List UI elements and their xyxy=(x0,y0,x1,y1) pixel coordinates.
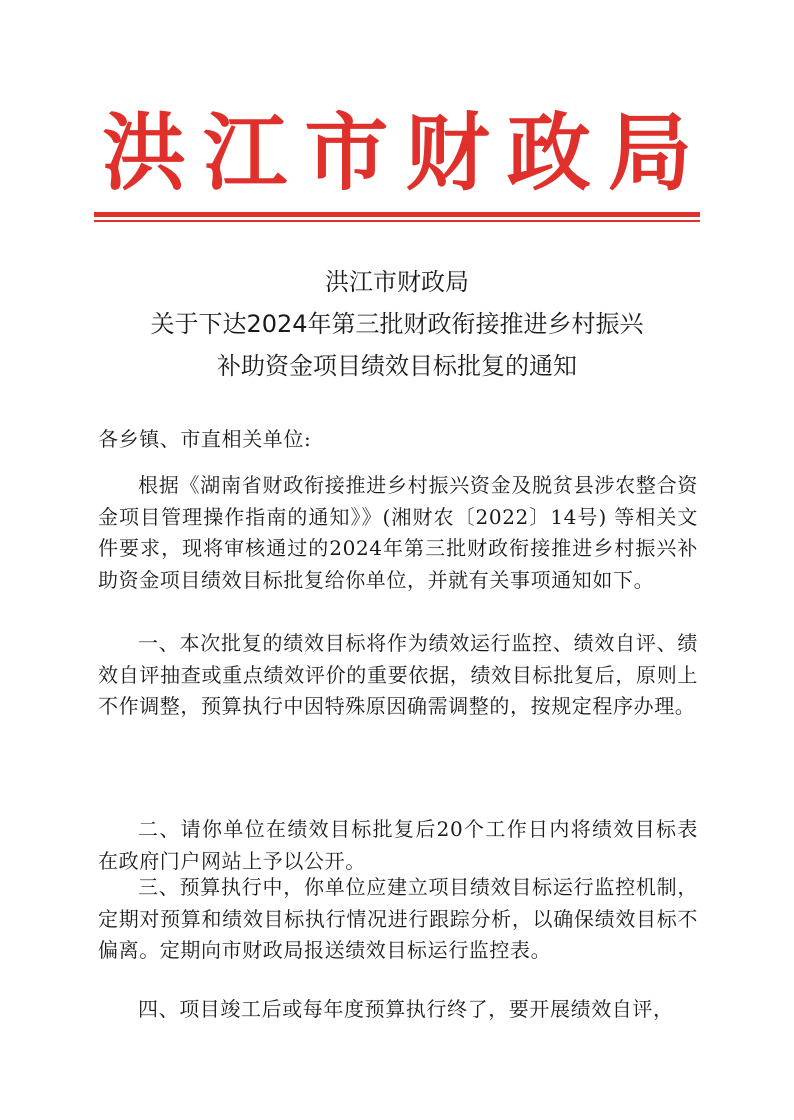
masthead-red-rule-thin xyxy=(94,220,700,222)
body-paragraph-item-1: 一、本次批复的绩效目标将作为绩效运行监控、绩效自评、绩效自评抽查或重点绩效评价的重要依据，绩效目标批复后，原则上不作调整，预算执行中因特殊原因确需调整的，按规定程序办理。 xyxy=(98,631,698,718)
masthead-char: 政 xyxy=(506,103,591,202)
body-paragraph-intro: 根据《湖南省财政衔接推进乡村振兴资金及脱贫县涉农整合资金项目管理操作指南的通知》》(湘财农〔2022〕14号) 等相关文件要求，现将审核通过的2024年第三批财政衔接推进乡村振兴补助资金项目绩效目标批复给你单位，并就有关事项通知如下。 xyxy=(98,473,698,592)
body-paragraph-item-3: 三、预算执行中，你单位应建立项目绩效目标运行监控机制，定期对预算和绩效目标执行情况进行跟踪分析，以确保绩效目标不偏离。定期向市财政局报送绩效目标运行监控表。 xyxy=(98,875,698,962)
masthead-red-rule-thick xyxy=(94,212,700,217)
document-title-line-3: 补助资金项目绩效目标批复的通知 xyxy=(217,352,577,380)
masthead-char: 市 xyxy=(304,103,389,202)
document-title-line-1: 洪江市财政局 xyxy=(325,268,469,296)
body-paragraph-item-2: 二、请你单位在绩效目标批复后20个工作日内将绩效目标表在政府门户网站上予以公开。 xyxy=(98,817,698,873)
masthead-char: 江 xyxy=(203,103,288,202)
body-paragraph-item-4: 四、项目竣工后或每年度预算执行终了，要开展绩效自评， xyxy=(138,997,674,1021)
masthead-char: 局 xyxy=(607,103,692,202)
document-title-line-2: 关于下达2024年第三批财政衔接推进乡村振兴 xyxy=(150,310,644,338)
masthead-org-name xyxy=(96,103,698,202)
salutation: 各乡镇、市直相关单位: xyxy=(98,427,312,451)
masthead-char: 财 xyxy=(405,103,490,202)
masthead-char: 洪 xyxy=(101,103,186,202)
